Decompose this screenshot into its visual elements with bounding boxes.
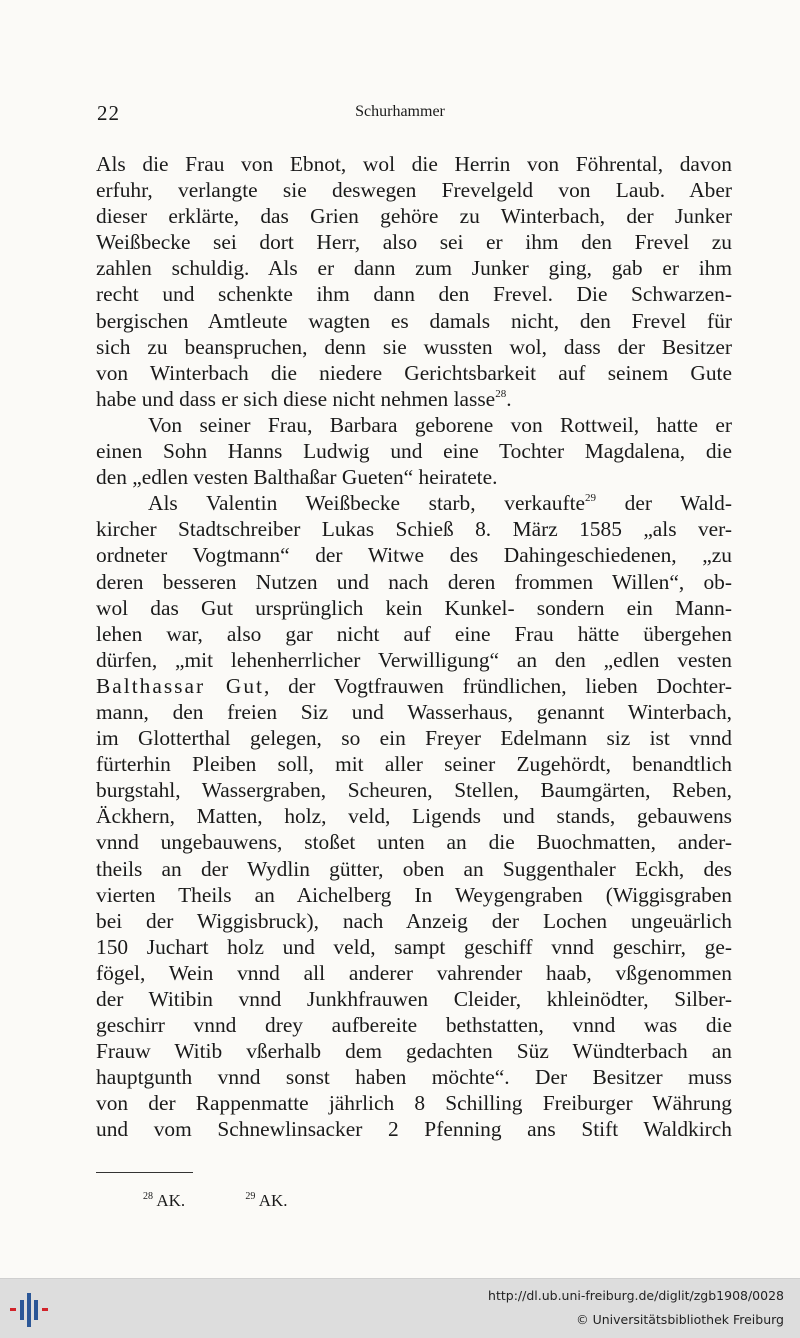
ub-freiburg-logo-icon[interactable] [8,1290,52,1330]
footnote-text: AK. [258,1191,288,1210]
text-line: Äckhern, Matten, holz, veld, Ligends und stands, gebauwens [96,804,732,829]
footnote-number: 29 [245,1191,256,1202]
text-line: theils an der Wydlin gütter, oben an Suggenthaler Eckh, des [96,856,732,881]
text-line: dieser erklärte, das Grien gehöre zu Winterbach, der Junker [96,204,732,229]
text-segment: der Wald- [624,491,732,516]
text-line [96,673,732,699]
body-text [96,151,732,1143]
text-line [96,386,732,412]
text-line: 150 Juchart holz und veld, sampt geschiff vnnd geschirr, ge- [96,934,732,959]
text-line: Von seiner Frau, Barbara geborene von Rottweil, hatte er [148,412,732,437]
spaced-name: Balthassar Gut [96,673,264,698]
page-number: 22 [97,101,120,125]
text-line: fürterhin Pleiben soll, mit aller seiner Zugehördt, benandtlich [96,752,732,777]
text-line: der Witibin vnnd Junkhfrauwen Cleider, khleinödter, Silber- [96,987,732,1011]
text-line: und vom Schnewlinsacker 2 Pfenning ans Stift Waldkirch [96,1117,732,1142]
text-line: ordneter Vogtmann“ der Witwe des Dahingeschiedenen, „zu [96,543,732,568]
footnote-divider [96,1172,193,1173]
text-line: bergischen Amtleute wagten es damals nicht, den Frevel für [96,308,732,333]
text-line: vierten Theils an Aichelberg In Weygengraben (Wiggisgraben [96,882,732,907]
text-line: Als die Frau von Ebnot, wol die Herrin von Föhrental, davon [96,152,732,176]
digital-library-footer [0,1278,800,1338]
footnote-28 [143,1191,185,1210]
text-line: lehen war, also gar nicht auf eine Frau hätte übergehen [96,621,732,646]
text-line: einen Sohn Hanns Ludwig und eine Tochter Magdalena, die [96,439,732,464]
text-line: Weißbecke sei dort Herr, also sei er ihm den Frevel zu [96,230,732,255]
text-line: den „edlen vesten Balthaßar Gueten“ heiratete. [96,465,498,490]
text-line: recht und schenkte ihm dann den Frevel. Die Schwarzen- [96,282,732,307]
text-line: hauptgunth vnnd sonst haben möchte“. Der Besitzer muss [96,1065,732,1090]
running-title: Schurhammer [355,103,445,120]
text-segment: , der Vogtfrauwen fründlichen, lieben Dochter- [263,673,732,698]
text-line: deren besseren Nutzen und nach deren frommen Willen“, ob- [96,569,732,594]
footnote-29 [245,1191,287,1210]
text-line: sich zu beanspruchen, denn sie wussten wol, dass der Besitzer [96,334,732,359]
text-segment: habe und dass er sich diese nicht nehmen lasse [96,386,496,411]
text-segment: Als Valentin Weißbecke starb, verkaufte [148,491,586,516]
text-line: Frauw Witib vßerhalb dem gedachten Süz Wündterbach an [96,1039,732,1064]
text-line: burgstahl, Wassergraben, Scheuren, Stellen, Baumgärten, Reben, [96,778,732,803]
footnote-ref: 29 [585,492,597,505]
text-line: vnnd ungebauwens, stoßet unten an die Buochmatten, ander- [96,830,732,855]
text-line: wol das Gut ursprünglich kein Kunkel- sondern ein Mann- [96,595,732,620]
text-line: geschirr vnnd drey aufbereite bethstatten, vnnd was die [96,1013,732,1038]
text-line: fögel, Wein vnnd all anderer vahrender haab, vßgenommen [96,960,732,985]
text-line: bei der Wiggisbruck), nach Anzeig der Lochen ungeuärlich [96,908,732,933]
text-line [96,490,732,516]
footnote-number: 28 [143,1191,153,1202]
text-line: dürfen, „mit lehenherrlicher Verwilligung“ an den „edlen vesten [96,647,732,672]
text-line: von Winterbach die niedere Gerichtsbarkeit auf seinem Gute [96,360,732,385]
text-segment: . [506,386,512,411]
text-line: im Glotterthal gelegen, so ein Freyer Edelmann siz ist vnnd [96,726,732,751]
text-line: mann, den freien Siz und Wasserhaus, genannt Winterbach, [96,699,732,724]
copyright-notice: © Universitätsbibliothek Freiburg [576,1312,784,1327]
text-line: kircher Stadtschreiber Lukas Schieß 8. März 1585 „als ver- [96,517,732,542]
footnote-ref: 28 [495,387,507,400]
footnote-text: AK. [156,1191,186,1210]
text-line: von der Rappenmatte jährlich 8 Schilling Freiburger Währung [96,1091,732,1116]
text-line: erfuhr, verlangte sie deswegen Frevelgeld von Laub. Aber [96,178,732,203]
footnotes [143,1191,344,1211]
text-line: zahlen schuldig. Als er dann zum Junker ging, gab er ihm [96,256,732,281]
permalink-url[interactable]: http://dl.ub.uni-freiburg.de/diglit/zgb1908/0028 [488,1288,784,1303]
